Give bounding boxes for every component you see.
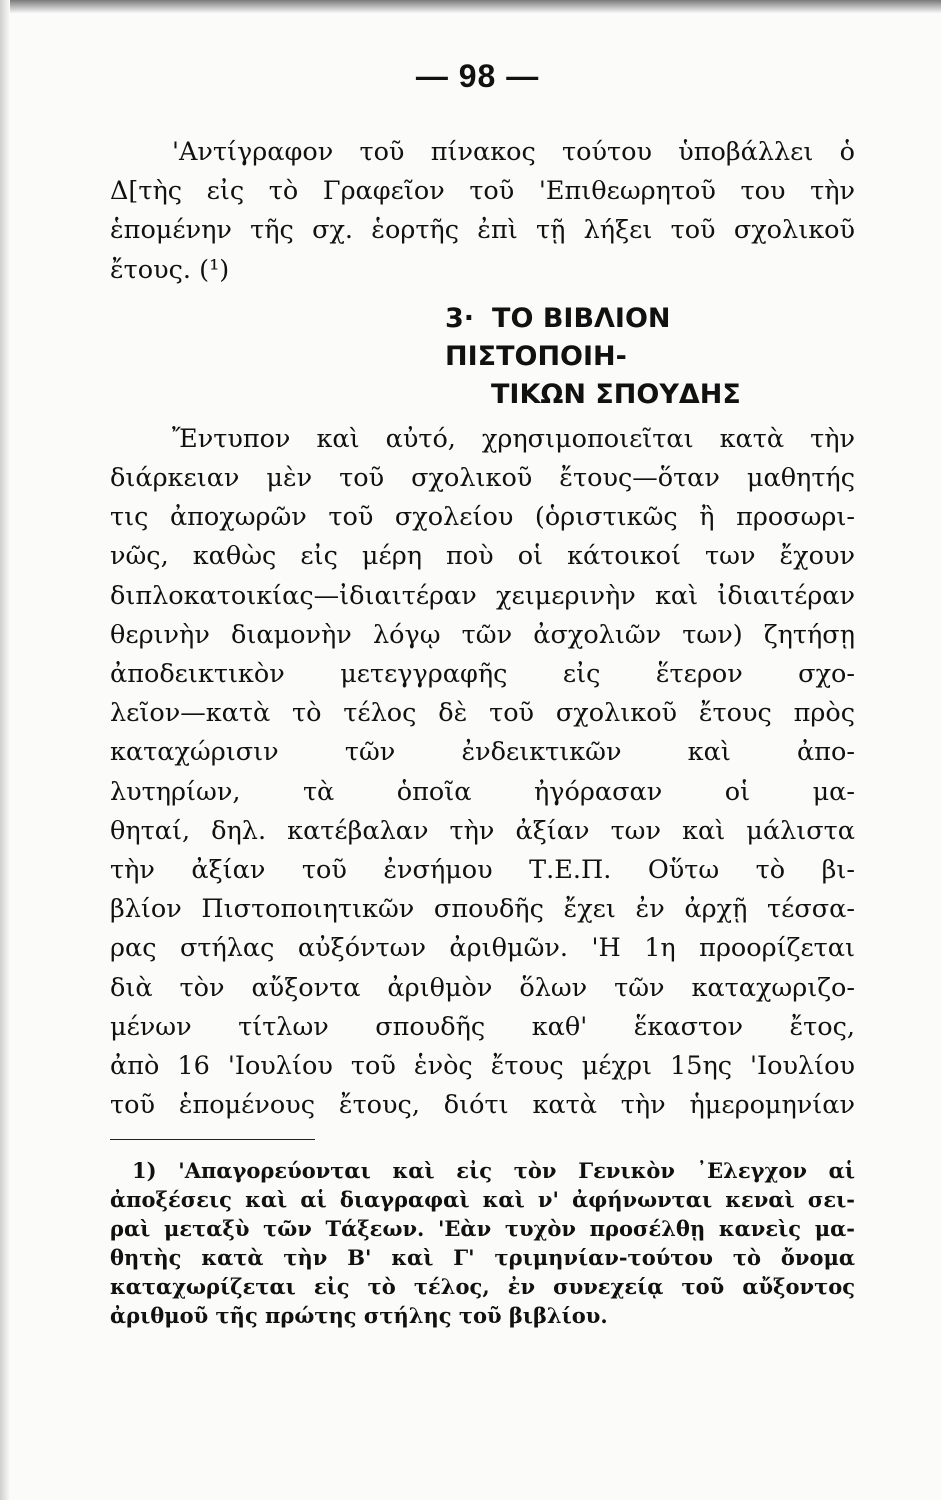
footnote-line: θητὴς κατὰ τὴν Β' καὶ Γ' τριμηνίαν-τούτου τὸ ὄνομα bbox=[110, 1245, 855, 1271]
body-line: ἀπὸ 16 'Ιουλίου τοῦ ἑνὸς ἔτους μέχρι 15ης 'Ιουλίου bbox=[110, 1051, 855, 1082]
body-line: θηταί, δηλ. κατέβαλαν τὴν ἀξίαν των καὶ μάλιστα bbox=[110, 815, 855, 846]
section-number: 3· bbox=[445, 302, 475, 334]
intro-line: Δ[τὴς εἰς τὸ Γραφεῖον τοῦ 'Επιθεωρητοῦ του τὴν bbox=[110, 176, 855, 207]
footnote-line: ραὶ μεταξὺ τῶν Τάξεων. 'Εὰν τυχὸν προσέλθῃ κανεὶς μα- bbox=[110, 1216, 855, 1242]
footnote-divider bbox=[110, 1139, 315, 1140]
intro-line: ἔτους. (¹) bbox=[110, 254, 230, 285]
section-title-line2: ΤΙΚΩΝ ΣΠΟΥΔΗΣ bbox=[491, 378, 741, 410]
body-paragraph bbox=[110, 420, 855, 1126]
body-line: Ἔντυπον καὶ αὐτό, χρησιμοποιεῖται κατὰ τὴν bbox=[172, 423, 855, 454]
section-title-line1: ΤΟ ΒΙΒΛΙΟΝ ΠΙΣΤΟΠΟΙΗ- bbox=[445, 302, 671, 372]
body-line: ρας στήλας αὐξόντων ἀριθμῶν. 'Η 1η προορίζεται bbox=[110, 933, 855, 964]
body-line: βλίον Πιστοποιητικῶν σπουδῆς ἔχει ἐν ἀρχῇ τέσσα- bbox=[110, 894, 855, 925]
body-line: θερινὴν διαμονὴν λόγῳ τῶν ἀσχολιῶν των) ζητήσῃ bbox=[110, 619, 855, 650]
body-line: τὴν ἀξίαν τοῦ ἐνσήμου Τ.Ε.Π. Οὕτω τὸ βι- bbox=[110, 855, 855, 886]
body-line: καταχώρισιν τῶν ἐνδεικτικῶν καὶ ἀπο- bbox=[110, 737, 855, 768]
body-line: μένων τίτλων σπουδῆς καθ' ἕκαστον ἔτος, bbox=[110, 1011, 855, 1042]
footnote-line: ἀποξέσεις καὶ αἱ διαγραφαὶ καὶ ν' ἀφήνωνται κεναὶ σει- bbox=[110, 1187, 855, 1213]
footnote bbox=[110, 1156, 855, 1330]
body-line: λεῖον—κατὰ τὸ τέλος δὲ τοῦ σχολικοῦ ἔτους πρὸς bbox=[110, 698, 855, 729]
scan-top-edge bbox=[0, 0, 941, 14]
footnote-line: ἀριθμοῦ τῆς πρώτης στήλης τοῦ βιβλίου. bbox=[110, 1303, 608, 1329]
section-heading bbox=[445, 300, 855, 414]
intro-line: ἑπομένην τῆς σχ. ἑορτῆς ἐπὶ τῇ λήξει τοῦ σχολικοῦ bbox=[110, 215, 855, 246]
body-line: διπλοκατοικίας—ἰδιαιτέραν χειμερινὴν καὶ ἰδιαιτέραν bbox=[110, 580, 855, 611]
intro-line: 'Αντίγραφον τοῦ πίνακος τούτου ὑποβάλλει ὁ bbox=[172, 137, 855, 167]
body-line: ἀποδεικτικὸν μετεγγραφῆς εἰς ἕτερον σχο- bbox=[110, 659, 855, 690]
footnote-line: 1) 'Απαγορεύονται καὶ εἰς τὸν Γενικὸν ᾿Ελεγχον αἱ bbox=[132, 1158, 855, 1184]
intro-paragraph bbox=[110, 133, 855, 290]
body-line: διὰ τὸν αὔξοντα ἀριθμὸν ὅλων τῶν καταχωριζο- bbox=[110, 972, 855, 1003]
body-line: διάρκειαν μὲν τοῦ σχολικοῦ ἔτους—ὅταν μαθητής bbox=[110, 463, 855, 494]
footnote-line: καταχωρίζεται εἰς τὸ τέλος, ἐν συνεχείᾳ τοῦ αὔξοντος bbox=[110, 1274, 855, 1300]
page-number: — 98 — bbox=[415, 58, 540, 94]
scan-left-edge bbox=[0, 0, 10, 1500]
body-line: λυτηρίων, τὰ ὁποῖα ἠγόρασαν οἱ μα- bbox=[110, 776, 855, 807]
body-line: νῶς, καθὼς εἰς μέρη ποὺ οἱ κάτοικοί των ἔχουν bbox=[110, 541, 855, 572]
book-page bbox=[110, 40, 855, 1330]
body-line: τοῦ ἑπομένους ἔτους, διότι κατὰ τὴν ἡμερομηνίαν bbox=[110, 1090, 855, 1121]
body-line: τις ἀποχωρῶν τοῦ σχολείου (ὁριστικῶς ἢ προσωρι- bbox=[110, 502, 855, 533]
